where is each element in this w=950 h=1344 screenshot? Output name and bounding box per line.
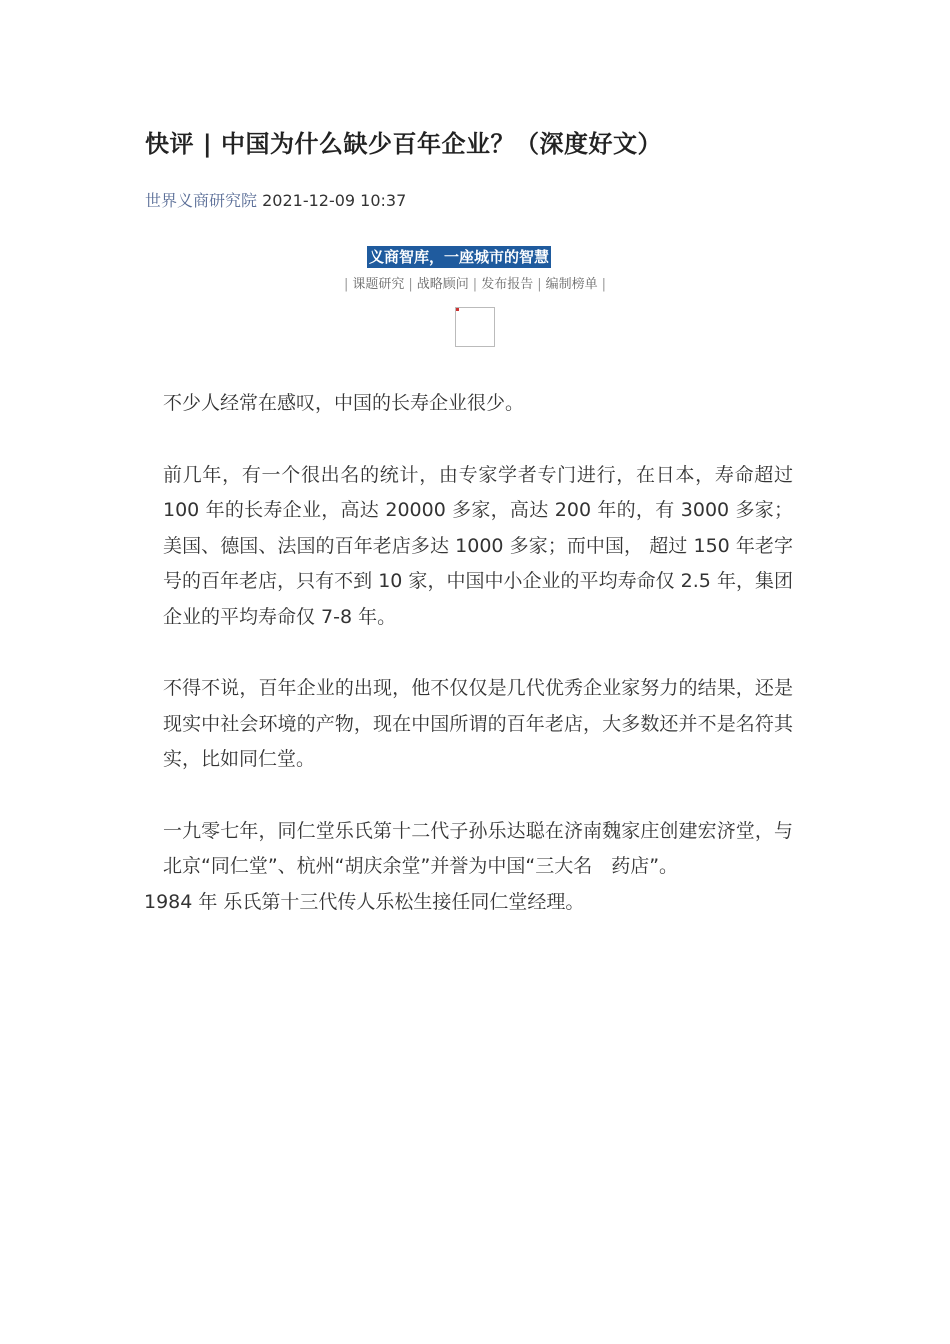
qr-code-image — [455, 307, 495, 347]
paragraph-text: 一九零七年，同仁堂乐氏第十二代子孙乐达聪在济南魏家庄创建宏济堂，与北京“同仁堂”、杭州“胡庆余堂”并誉为中国“三大名 药店”。 — [163, 819, 793, 877]
article-body — [144, 386, 793, 920]
separator: | — [601, 277, 606, 292]
separator: | — [537, 277, 542, 292]
services-list — [300, 275, 650, 295]
separator: | — [408, 277, 413, 292]
service-item-research[interactable]: 课题研究 — [352, 277, 405, 292]
think-tank-banner: 义商智库，一座城市的智慧 — [369, 248, 550, 266]
publish-date: 2021-12-09 10:37 — [262, 191, 407, 210]
closing-line: 1984 年 乐氏第十三代传人乐松生接任同仁堂经理。 — [144, 890, 585, 913]
author-link[interactable]: 世界义商研究院 — [145, 191, 258, 210]
article-meta — [145, 189, 406, 213]
separator: | — [343, 277, 349, 292]
paragraph: 不得不说，百年企业的出现，他不仅仅是几代优秀企业家努力的结果，还是现实中社会环境的产物，现在中国所谓的百年老店，大多数还并不是名符其实，比如同仁堂。 — [163, 677, 793, 770]
article-title: 快评 | 中国为什么缺少百年企业？（深度好文） — [145, 130, 662, 158]
service-item-rankings[interactable]: 编制榜单 — [545, 277, 598, 292]
paragraph — [144, 814, 793, 921]
service-item-reports[interactable]: 发布报告 — [481, 277, 534, 292]
paragraph: 不少人经常在感叹，中国的长寿企业很少。 — [163, 392, 525, 414]
paragraph: 前几年，有一个很出名的统计，由专家学者专门进行，在日本，寿命超过 100 年的长寿企业，高达 20000 多家，高达 200 年的，有 3000 多家；美国、德国、法国的百年老店多达 1000 多家；而中国， 超过 150 年老字号的百年老店，只有不到 10 家，中国中小企业的平均寿命仅 2.5 年，集团企业的平均寿命仅 7-8 年。 — [163, 463, 793, 628]
separator: | — [472, 277, 478, 292]
qr-corner-mark — [456, 308, 459, 311]
service-item-strategy[interactable]: 战略顾问 — [416, 277, 469, 292]
